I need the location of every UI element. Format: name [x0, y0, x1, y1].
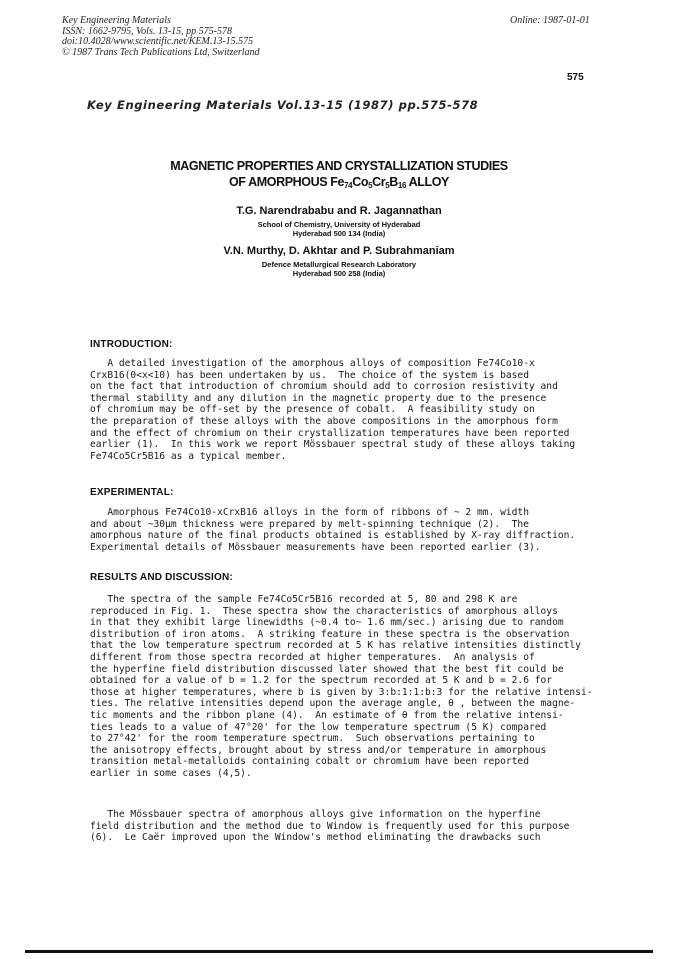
publication-metadata: [62, 16, 260, 58]
text-line: ties. The relative intensities depend upon the average angle, θ , between the magne-: [90, 698, 576, 710]
formula-element: Co: [352, 175, 369, 189]
text-line: reproduced in Fig. 1. These spectra show the characteristics of amorphous alloys: [90, 605, 558, 617]
author-affiliation-city: Hyderabad 500 258 (India): [292, 269, 386, 278]
text-line: Experimental details of Mössbauer measurements have been reported earlier (3).: [90, 541, 541, 553]
metadata-line: ISSN: 1662-9795, Vols. 13-15, pp 575-578: [62, 25, 232, 37]
text-line: Fe74Co5Cr5B16 as a typical member.: [90, 450, 287, 462]
text-line: the preparation of these alloys with the above compositions in the amorphous form: [90, 415, 558, 427]
text-line: thermal stability and any dilution in the magnetic property due to the presence: [90, 392, 547, 404]
text-line: those at higher temperatures, where b is given by 3:b:1:1:b:3 for the relative intensi-: [90, 686, 593, 698]
section-heading-results: RESULTS AND DISCUSSION:: [90, 572, 233, 583]
text-line: distribution of iron atoms. A striking feature in these spectra is the observation: [90, 628, 570, 640]
metadata-line: Key Engineering Materials: [62, 15, 171, 26]
formula-element: Cr: [372, 175, 386, 189]
text-line: field distribution and the method due to Window is frequently used for this purpose: [90, 820, 570, 832]
text-line: A detailed investigation of the amorphous alloys of composition Fe74Co10-x: [90, 358, 535, 369]
formula-subscript: 5: [385, 181, 390, 190]
author-names: V.N. Murthy, D. Akhtar and P. Subrahmaniam: [223, 245, 455, 257]
introduction-paragraph: [90, 358, 606, 462]
text-line: the anisotropy effects, brought about by stress and/or temperature in amorphous: [90, 744, 547, 756]
author-affiliation-city: Hyderabad 500 134 (India): [292, 229, 386, 238]
section-heading-introduction: INTRODUCTION:: [90, 339, 173, 350]
metadata-line: © 1987 Trans Tech Publications Ltd, Switzerland: [62, 46, 260, 58]
text-line: ties leads to a value of 47°20' for the low temperature spectrum (5 K) compared: [90, 721, 547, 733]
formula-element: Fe: [330, 175, 345, 189]
text-line: (6). Le Caër improved upon the Window's method eliminating the drawbacks such: [90, 832, 541, 844]
text-line: that the low temperature spectrum recorded at 5 K has relative intensities distinctly: [90, 640, 581, 652]
text-line: CrxB16(0<x<10) has been undertaken by us. The choice of the system is based: [90, 369, 529, 381]
results-paragraph: [90, 594, 606, 780]
journal-citation: Key Engineering Materials Vol.13-15 (1987) pp.575-578: [87, 98, 479, 112]
bottom-rule: [25, 950, 653, 953]
results-paragraph: [90, 809, 606, 844]
formula-subscript: 16: [397, 181, 407, 190]
text-line: and the effect of chromium on their crystallization temperatures have been reported: [90, 427, 570, 439]
formula-element: B: [389, 175, 398, 189]
paper-title-line2: [0, 175, 678, 190]
page-number: 575: [567, 72, 584, 83]
experimental-paragraph: [90, 507, 606, 553]
text-line: on the fact that introduction of chromium should add to corrosion resistivity and: [90, 381, 558, 393]
text-line: in that they exhibit large linewidths (~0.4 to~ 1.6 mm/sec.) arising due to random: [90, 617, 564, 629]
author-names: T.G. Narendrababu and R. Jagannathan: [236, 205, 442, 217]
text-line: earlier in some cases (4,5).: [90, 767, 252, 779]
formula-subscript: 74: [344, 181, 353, 190]
author-affiliation: Defence Metallurgical Research Laboratory: [261, 260, 417, 269]
text-line: of chromium may be off-set by the presence of cobalt. A feasibility study on: [90, 404, 535, 416]
text-line: tic moments and the ribbon plane (4). An estimate of θ from the relative intensi-: [90, 709, 564, 721]
text-line: transition metal-metalloids containing cobalt or chromium have been reported: [90, 756, 529, 768]
text-line: different from those spectra recorded at higher temperatures. An analysis of: [90, 651, 535, 663]
text-line: and about ~30µm thickness were prepared by melt-spinning technique (2). The: [90, 518, 529, 530]
online-date: Online: 1987-01-01: [510, 15, 590, 26]
text-line: earlier (1). In this work we report Mössbauer spectral study of these alloys taking: [90, 439, 576, 451]
title-formula: [330, 175, 406, 189]
text-line: Amorphous Fe74Co10-xCrxB16 alloys in the form of ribbons of ~ 2 mm. width: [90, 507, 529, 518]
section-heading-experimental: EXPERIMENTAL:: [90, 487, 174, 498]
metadata-line: doi:10.4028/www.scientific.net/KEM.13-15.575: [62, 36, 254, 47]
text-line: The Mössbauer spectra of amorphous alloys give information on the hyperfine: [90, 809, 541, 820]
text-line: obtained for a value of b = 1.2 for the spectrum recorded at 5 K and b = 2.6 for: [90, 675, 553, 687]
text-line: the hyperfine field distribution discussed later showed that the best fit could be: [90, 663, 564, 675]
formula-subscript: 5: [368, 181, 373, 190]
text-line: amorphous nature of the final products obtained is established by X-ray diffraction.: [90, 530, 576, 542]
title-suffix: ALLOY: [406, 175, 449, 189]
text-line: to 27°42' for the room temperature spectrum. Such observations pertaining to: [90, 733, 535, 745]
title-prefix: OF AMORPHOUS: [228, 175, 331, 189]
paper-title-line1: MAGNETIC PROPERTIES AND CRYSTALLIZATION STUDIES: [170, 159, 508, 173]
text-line: The spectra of the sample Fe74Co5Cr5B16 recorded at 5, 80 and 298 K are: [90, 594, 518, 605]
author-affiliation: School of Chemistry, University of Hyderabad: [257, 220, 421, 229]
